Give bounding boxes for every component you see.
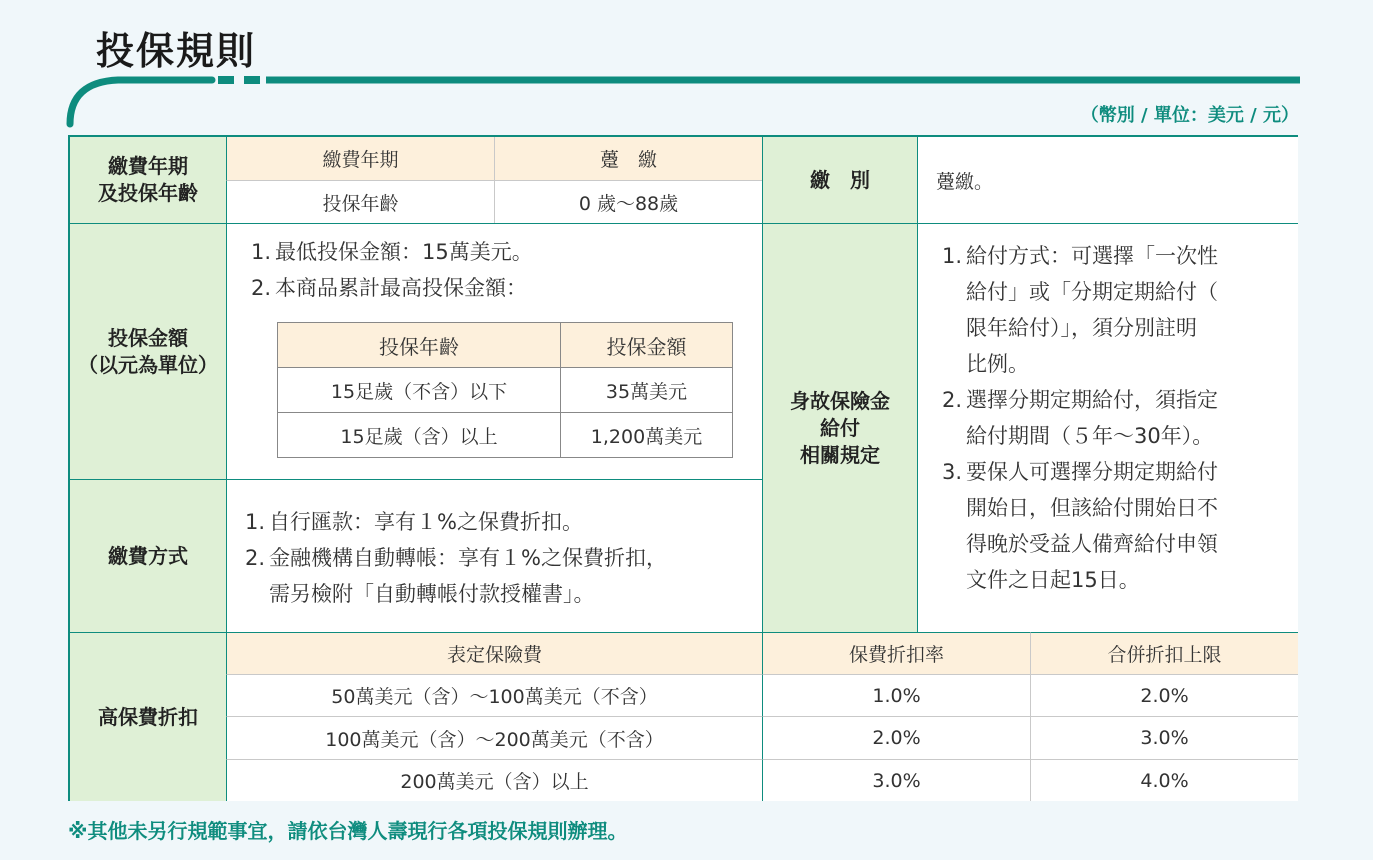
list-item: 1. 給付方式：可選擇「一次性 xyxy=(942,244,1218,268)
list-item-continuation: 需另檢附「自動轉帳付款授權書」。 xyxy=(269,582,595,606)
death-benefit-content xyxy=(917,223,1298,632)
table-cell: 4.0% xyxy=(1030,759,1298,801)
payment-term-header: 繳費年期 xyxy=(226,137,494,180)
insured-amount-content xyxy=(226,223,762,479)
death-benefit-label: 身故保險金 給付 相關規定 xyxy=(762,223,917,632)
list-item-continuation: 得晚於受益人備齊給付申領 xyxy=(966,532,1218,556)
list-item-continuation: 給付期間（５年～30年）。 xyxy=(966,424,1214,448)
page-title: 投保規則 xyxy=(96,29,257,73)
age-column-header: 投保年齡 xyxy=(278,323,561,368)
payment-method-label: 繳費方式 xyxy=(70,479,226,632)
table-cell: 2.0% xyxy=(762,716,1030,759)
list-item: 2. 金融機構自動轉帳：享有１%之保費折扣， xyxy=(245,546,667,570)
table-cell: 35萬美元 xyxy=(561,368,733,413)
list-item-continuation: 文件之日起15日。 xyxy=(966,568,1140,592)
list-item-continuation: 開始日，但該給付開始日不 xyxy=(966,496,1218,520)
scheduled-premium-header: 表定保險費 xyxy=(226,632,762,674)
table-cell: 3.0% xyxy=(1030,716,1298,759)
table-cell: 1.0% xyxy=(762,674,1030,716)
payment-type-value: 躉繳。 xyxy=(917,137,1298,223)
issue-age-value: 0 歲～88歲 xyxy=(494,180,762,223)
list-item: 2. 選擇分期定期給付，須指定 xyxy=(942,388,1218,412)
list-item: 2. 本商品累計最高投保金額： xyxy=(251,276,527,300)
single-payment-header: 躉 繳 xyxy=(494,137,762,180)
discount-cap-header: 合併折扣上限 xyxy=(1030,632,1298,674)
max-amount-table xyxy=(277,322,733,458)
amount-column-header: 投保金額 xyxy=(561,323,733,368)
list-item-continuation: 比例。 xyxy=(966,352,1029,376)
list-item-continuation: 限年給付）」，須分別註明 xyxy=(966,316,1197,340)
insured-amount-label: 投保金額 （以元為單位） xyxy=(70,223,226,479)
rules-table xyxy=(68,135,1298,801)
table-cell: 3.0% xyxy=(762,759,1030,801)
list-item: 3. 要保人可選擇分期定期給付 xyxy=(942,460,1218,484)
table-cell: 100萬美元（含）～200萬美元（不含） xyxy=(226,716,762,759)
discount-rate-header: 保費折扣率 xyxy=(762,632,1030,674)
table-cell: 200萬美元（含）以上 xyxy=(226,759,762,801)
table-cell: 15足歲（不含）以下 xyxy=(278,368,561,413)
payment-method-content xyxy=(226,479,762,632)
payment-type-label: 繳 別 xyxy=(762,137,917,223)
table-cell: 15足歲（含）以上 xyxy=(278,413,561,458)
table-cell: 2.0% xyxy=(1030,674,1298,716)
payment-term-label: 繳費年期 及投保年齡 xyxy=(70,137,226,223)
high-premium-label: 高保費折扣 xyxy=(70,632,226,801)
list-item: 1. 自行匯款：享有１%之保費折扣。 xyxy=(245,510,583,534)
issue-age-label: 投保年齡 xyxy=(226,180,494,223)
list-item-continuation: 給付」或「分期定期給付（ xyxy=(966,280,1218,304)
table-cell: 50萬美元（含）～100萬美元（不含） xyxy=(226,674,762,716)
table-cell: 1,200萬美元 xyxy=(561,413,733,458)
footnote: ※其他未另行規範事宜，請依台灣人壽現行各項投保規則辦理。 xyxy=(68,819,628,843)
currency-unit-note: （幣別 / 單位：美元 / 元） xyxy=(1080,105,1299,126)
list-item: 1. 最低投保金額：15萬美元。 xyxy=(251,240,533,264)
